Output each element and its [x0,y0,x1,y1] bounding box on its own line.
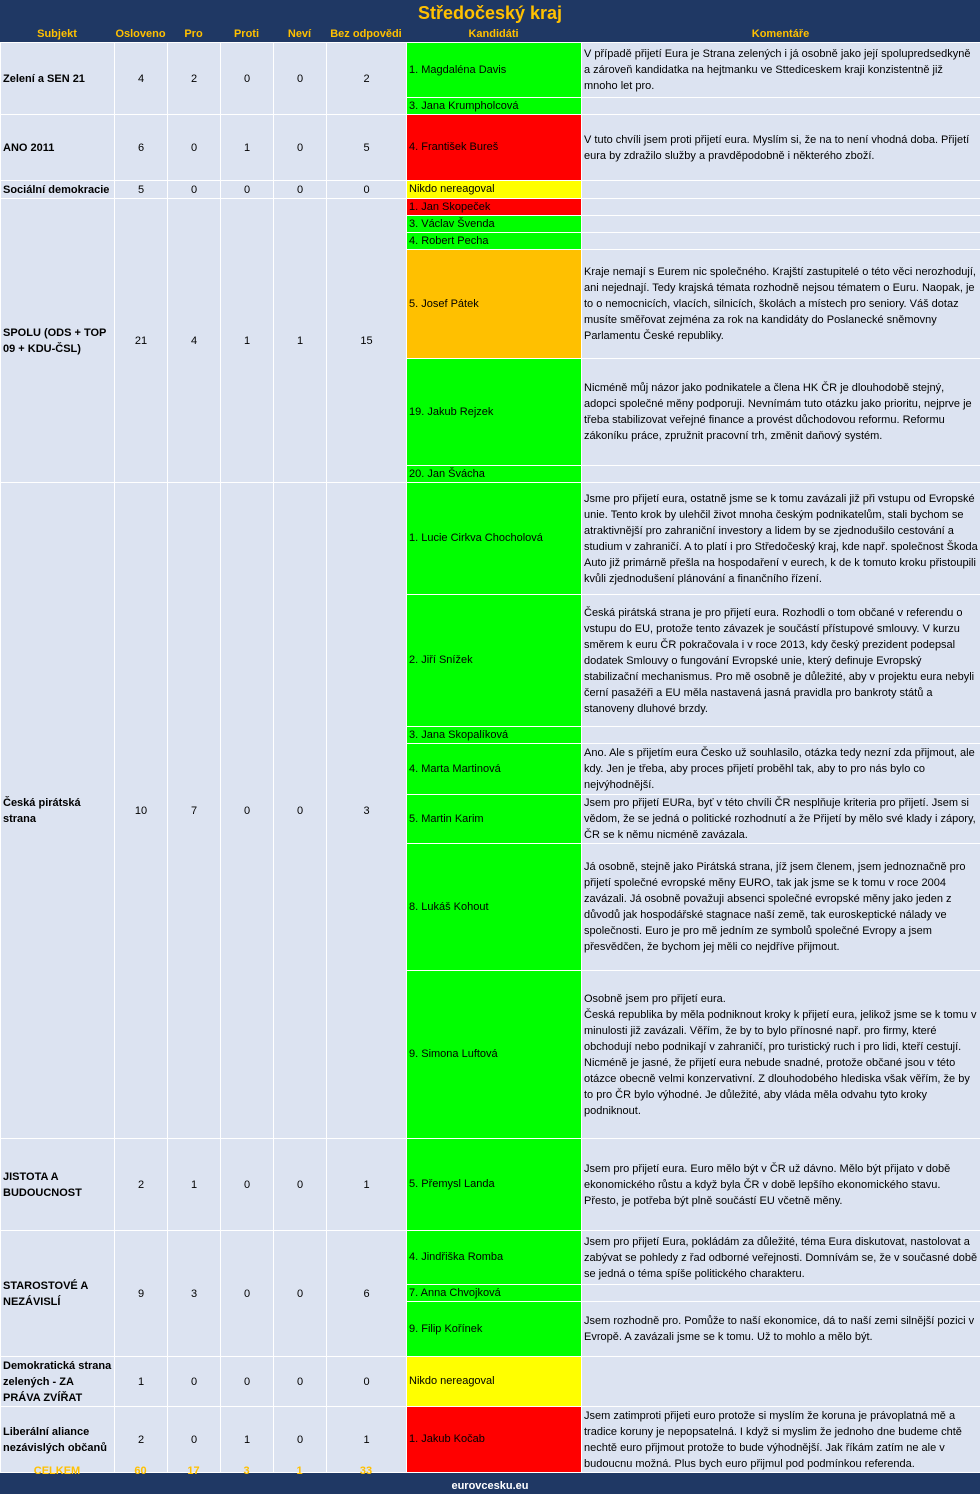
no-answer-count: 1 [327,1139,407,1231]
candidate-name: 3. Václav Švenda [407,216,582,233]
against-count: 1 [221,1407,274,1473]
table-row [1,199,980,216]
totals-no-answer: 33 [359,1465,373,1477]
party-name: ANO 2011 [1,115,115,181]
against-count: 0 [221,1139,274,1231]
against-count: 1 [221,115,274,181]
candidate-comment [582,727,980,744]
table-row [1,483,980,595]
addressed-count: 1 [115,1357,168,1407]
party-name: SPOLU (ODS + TOP 09 + KDU-ČSL) [1,199,115,483]
addressed-count: 10 [115,483,168,1139]
candidate-name: 9. Filip Kořínek [407,1302,582,1357]
candidate-comment: Nicméně můj názor jako podnikatele a člena HK ČR je dlouhodobě stejný, adopci společné měny podporuji. Nevnímám tuto otázku jako prioritu, nejprve je třeba stabilizovat veřejné finance a provést důchodovou reformu. Reformu zákoníku práce, zpružnit pracovní trh, změnit daňový systém. [582,359,980,466]
page-title: Středočeský kraj [417,3,563,23]
candidate-comment: Jsem pro přijetí Eura, pokládám za důležité, téma Eura diskutovat, nastolovat a zabývat se pohledy z řad odborné veřejnosti. Domnívám se, že v současné době se jedná o téma spíše politického charakteru. [582,1231,980,1285]
no-answer-count: 5 [327,115,407,181]
for-count: 1 [168,1139,221,1231]
candidate-comment: Jsem pro přijetí EURa, byť v této chvíli ČR nesplňuje kriteria pro přijetí. Jsem si vědom, že se jedná o politické rozhodnutí a že Přijetí by mělo své klady i zápory, ČR se k němu nicméně zavázala. [582,795,980,844]
table-row [1,181,980,199]
candidate-name: 5. Martin Karim [407,795,582,844]
candidate-comment [582,233,980,250]
candidate-name: Nikdo nereagoval [407,1357,582,1407]
unknown-count: 0 [274,1231,327,1357]
candidate-comment [582,98,980,115]
addressed-count: 21 [115,199,168,483]
no-answer-count: 6 [327,1231,407,1357]
totals-unknown: 1 [296,1465,303,1477]
no-answer-count: 15 [327,199,407,483]
candidate-name: 2. Jiří Snížek [407,595,582,727]
for-count: 0 [168,1357,221,1407]
addressed-count: 5 [115,181,168,199]
no-answer-count: 1 [327,1407,407,1473]
candidate-comment: Jsem zatimproti přijeti euro protože si myslím že koruna je právoplatná mě a tradice koruny je nepopsatelná. I když si myslim že jednoho dne budeme chtě nechtě euro přijmout protože to bude výhodnější. Jak říkám zatím ne ale v budoucnu možná. Plus bych euro přijmul pod podmínkou referenda. [582,1407,980,1473]
for-count: 0 [168,115,221,181]
totals-for: 17 [187,1465,200,1477]
table-row [1,43,980,98]
header-subject: Subjekt [37,28,77,40]
candidate-name: 3. Jana Krumpholcová [407,98,582,115]
addressed-count: 4 [115,43,168,115]
candidate-comment: Česká pirátská strana je pro přijetí eura. Rozhodli o tom občané v referendu o vstupu do EU, protože tento závazek je součástí přístupové smlouvy. V kurzu směrem k euru ČR pokračovala i v roce 2013, kdy český prezident podepsal dodatek Smlouvy o fungování Evropské unie, který definuje Evropský stabilizační mechanismus. Pro mě osobně je důležité, aby v projektu eura nebyli černí pasažéři a EU měla nastavená jasná pravidla pro bankroty států a stanoveny dluhové brzdy. [582,595,980,727]
no-answer-count: 3 [327,483,407,1139]
no-answer-count: 0 [327,181,407,199]
totals-addressed: 60 [134,1465,147,1477]
results-table [0,42,980,1473]
no-answer-count: 2 [327,43,407,115]
for-count: 7 [168,483,221,1139]
header-candidates: Kandidáti [468,28,519,40]
totals-against: 3 [243,1465,250,1477]
unknown-count: 0 [274,1357,327,1407]
candidate-name: 4. Jindřiška Romba [407,1231,582,1285]
candidate-name: 5. Josef Pátek [407,250,582,359]
candidate-comment: Jsem pro přijetí eura. Euro mělo být v ČR už dávno. Mělo být přijato v době ekonomického růstu a když byla ČR v době lepšího ekonomického stavu. Přesto, je potřeba být plně součástí EU včetně měny. [582,1139,980,1231]
header-no-answer: Bez odpovědi [330,28,402,40]
header-comments: Komentáře [751,28,810,40]
candidate-comment [582,216,980,233]
no-answer-count: 0 [327,1357,407,1407]
candidate-name: Nikdo nereagoval [407,181,582,199]
candidate-comment [582,181,980,199]
candidate-comment [582,466,980,483]
for-count: 0 [168,181,221,199]
party-name: Česká pirátská strana [1,483,115,1139]
for-count: 0 [168,1407,221,1473]
candidate-name: 4. Robert Pecha [407,233,582,250]
candidate-name: 1. Magdaléna Davis [407,43,582,98]
candidate-comment: Ano. Ale s přijetím eura Česko už souhlasilo, otázka tedy nezní zda přijmout, ale kdy. Jen je třeba, aby proces přijetí proběhl tak, aby to pro nás bylo co nejvýhodnější. [582,744,980,795]
party-name: Liberální aliance nezávislých občanů [1,1407,115,1473]
candidate-name: 4. Marta Martinová [407,744,582,795]
candidate-comment [582,1285,980,1302]
party-name: STAROSTOVÉ A NEZÁVISLÍ [1,1231,115,1357]
candidate-name: 3. Jana Skopalíková [407,727,582,744]
candidate-comment [582,1357,980,1407]
table-row [1,1139,980,1231]
candidate-comment: Jsme pro přijetí eura, ostatně jsme se k tomu zavázali již při vstupu od Evropské unie. Tento krok by ulehčil život mnoha českým podnikatelům, stali bychom se atraktivnější pro zahraniční investory a lidem by se zjednodušilo cestování a studium v zahraničí. A to platí i pro Středočeský kraj, kde např. společnost Škoda Auto již primárně přešla na hospodaření v eurech, k de k tomuto kroku přistoupili kvůli zjednodušení plánování a finančního řízení. [582,483,980,595]
unknown-count: 0 [274,181,327,199]
for-count: 3 [168,1231,221,1357]
footer [0,1463,980,1494]
unknown-count: 0 [274,115,327,181]
unknown-count: 0 [274,483,327,1139]
candidate-name: 7. Anna Chvojková [407,1285,582,1302]
table-row [1,115,980,181]
against-count: 0 [221,181,274,199]
candidate-name: 5. Přemysl Landa [407,1139,582,1231]
candidate-name: 9. Simona Luftová [407,971,582,1139]
party-name: Zelení a SEN 21 [1,43,115,115]
header-unknown: Neví [287,28,312,40]
candidate-comment: V případě přijetí Eura je Strana zelených i já osobně jako její spolupredsedkyně a zároveň kandidatka na hejtmanku ve Sttediceskem kraji konzistentně již mnoho let pro. [582,43,980,98]
party-name: JISTOTA A BUDOUCNOST [1,1139,115,1231]
addressed-count: 2 [115,1407,168,1473]
against-count: 0 [221,1357,274,1407]
totals-label: CELKEM [33,1465,81,1477]
candidate-comment: Kraje nemají s Eurem nic společného. Krajští zastupitelé o této věci nerozhodují, ani nejednají. Tedy krajská témata rozhodně nejsou tématem o Euru. Naopak, je to o nemocnicích, vlacích, silnicích, školách a místech pro seniory. Váš dotaz musíte směřovat zejména za rok na kandidáty do Poslanecké sněmovny Parlamentu České republiky. [582,250,980,359]
for-count: 4 [168,199,221,483]
footer-site: eurovcesku.eu [451,1480,529,1492]
candidate-name: 8. Lukáš Kohout [407,844,582,971]
candidate-name: 1. Lucie Cirkva Chocholová [407,483,582,595]
unknown-count: 0 [274,1139,327,1231]
against-count: 0 [221,1231,274,1357]
candidate-name: 1. Jakub Kočab [407,1407,582,1473]
header-against: Proti [233,28,260,40]
candidate-comment: Jsem rozhodně pro. Pomůže to naší ekonomice, dá to naší zemi silnější pozici v Evropě. A zavázali jsme se k tomu. Už to mohlo a mělo být. [582,1302,980,1357]
unknown-count: 0 [274,1407,327,1473]
party-name: Demokratická strana zelených - ZA PRÁVA ZVÍŘAT [1,1357,115,1407]
table-row [1,1357,980,1407]
addressed-count: 6 [115,115,168,181]
unknown-count: 1 [274,199,327,483]
for-count: 2 [168,43,221,115]
candidate-comment: V tuto chvíli jsem proti přijetí eura. Myslím si, že na to není vhodná doba. Přijetí eura by zdražilo služby a pravděpodobně i některého zboží. [582,115,980,181]
unknown-count: 0 [274,43,327,115]
candidate-name: 20. Jan Švácha [407,466,582,483]
table-row [1,1231,980,1285]
candidate-comment: Já osobně, stejně jako Pirátská strana, jíž jsem členem, jsem jednoznačně pro přijetí společné evropské měny EURO, tak jak jsme se k tomu v roce 2004 zavázali. Já osobně považuji absenci společné evropské měny jako jeden z důvodů jak hospodářské stagnace naší země, tak euroskeptické nálady ve společnosti. Euro je pro mě jedním ze symbolů společné Evropy a jsem přesvědčen, že bychom jej měli co nejdříve přijmout. [582,844,980,971]
candidate-name: 1. Jan Skopeček [407,199,582,216]
addressed-count: 9 [115,1231,168,1357]
candidate-comment: Osobně jsem pro přijetí eura. Česká republika by měla podniknout kroky k přijetí eura, jelikož jsme se k tomu v minulosti již zavázali. Věřím, že by to bylo přínosné např. pro firmy, které obchodují nebo podnikají v zahraničí, pro turistický ruch i pro lidi, kteří cestují. Nicméně je jasné, že přijetí eura nebude snadné, protože občané jsou v této otázce obecně velmi konzervativní. Z dlouhodobého hlediska však věřím, že by to pro ČR bylo výhodné. Je důležité, aby vláda měla odvahu tyto kroky podniknout. [582,971,980,1139]
candidate-name: 19. Jakub Rejzek [407,359,582,466]
against-count: 1 [221,199,274,483]
header-for: Pro [184,28,203,40]
column-headers [0,27,980,42]
addressed-count: 2 [115,1139,168,1231]
candidate-name: 4. František Bureš [407,115,582,181]
party-name: Sociální demokracie [1,181,115,199]
header-addressed: Osloveno [115,28,166,40]
candidate-comment [582,199,980,216]
against-count: 0 [221,483,274,1139]
totals-row [0,1463,980,1479]
against-count: 0 [221,43,274,115]
